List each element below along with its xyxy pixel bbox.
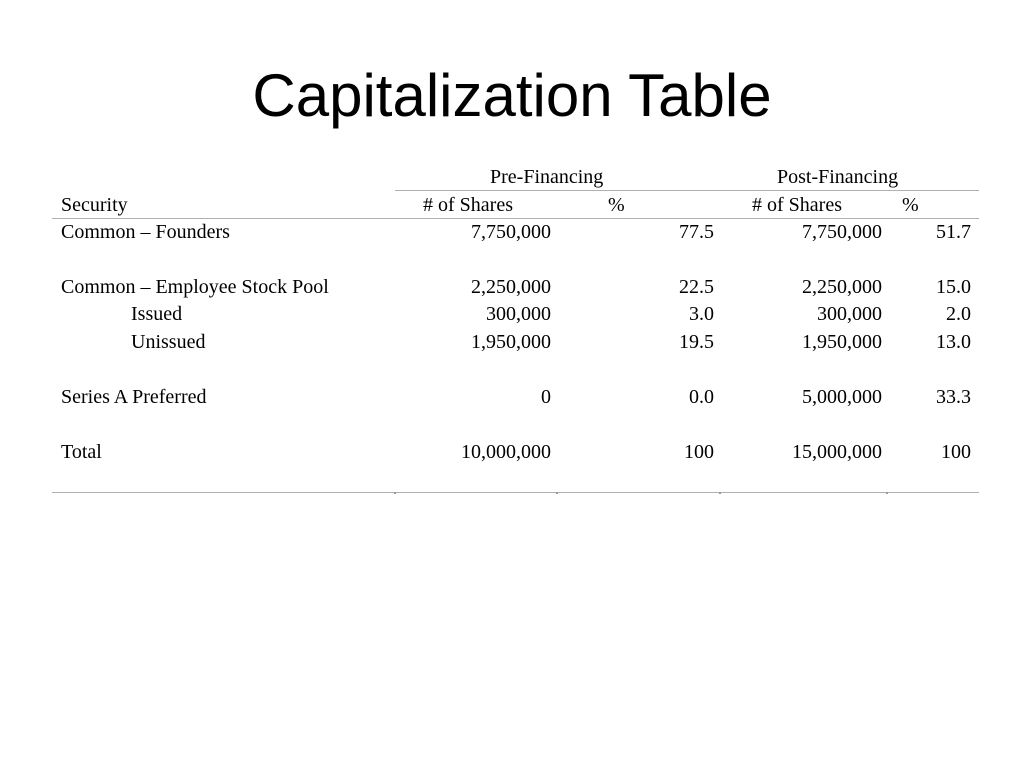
pre-shares-value: 7,750,000 (471, 221, 551, 243)
column-header-post-shares: # of Shares (752, 194, 842, 216)
column-header-pre-percent: % (608, 194, 625, 216)
post-shares-value: 7,750,000 (802, 221, 882, 243)
pre-percent-value: 100 (684, 441, 714, 463)
pre-percent-value: 19.5 (679, 331, 714, 353)
column-header-post-percent: % (902, 194, 919, 216)
capitalization-table (52, 163, 979, 494)
post-percent-value: 51.7 (936, 221, 971, 243)
pre-shares-value: 0 (541, 386, 551, 408)
column-divider-tick (556, 492, 558, 494)
post-percent-value: 100 (941, 441, 971, 463)
row-label: Common – Founders (61, 221, 230, 243)
post-shares-value: 5,000,000 (802, 386, 882, 408)
column-divider-tick (394, 492, 396, 494)
group-header-pre-financing: Pre-Financing (490, 166, 604, 188)
pre-percent-value: 77.5 (679, 221, 714, 243)
row-label: Common – Employee Stock Pool (61, 276, 329, 298)
row-label: Issued (131, 303, 183, 325)
pre-shares-value: 300,000 (486, 303, 551, 325)
column-divider-tick (886, 492, 888, 494)
row-label: Series A Preferred (61, 386, 207, 408)
post-shares-value: 1,950,000 (802, 331, 882, 353)
post-percent-value: 2.0 (946, 303, 971, 325)
slide-title: Capitalization Table (252, 62, 772, 129)
post-shares-value: 15,000,000 (792, 441, 882, 463)
pre-percent-value: 3.0 (689, 303, 714, 325)
post-shares-value: 2,250,000 (802, 276, 882, 298)
post-percent-value: 13.0 (936, 331, 971, 353)
group-header-post-financing: Post-Financing (777, 166, 899, 188)
group-header-rule (395, 190, 979, 191)
post-percent-value: 15.0 (936, 276, 971, 298)
pre-shares-value: 1,950,000 (471, 331, 551, 353)
column-header-pre-shares: # of Shares (423, 194, 513, 216)
column-header-security: Security (61, 194, 128, 216)
table-bottom-rule (52, 492, 979, 493)
post-shares-value: 300,000 (817, 303, 882, 325)
column-divider-tick (719, 492, 721, 494)
row-label: Unissued (131, 331, 206, 353)
pre-percent-value: 0.0 (689, 386, 714, 408)
row-label: Total (61, 441, 102, 463)
pre-percent-value: 22.5 (679, 276, 714, 298)
pre-shares-value: 10,000,000 (461, 441, 551, 463)
pre-shares-value: 2,250,000 (471, 276, 551, 298)
post-percent-value: 33.3 (936, 386, 971, 408)
